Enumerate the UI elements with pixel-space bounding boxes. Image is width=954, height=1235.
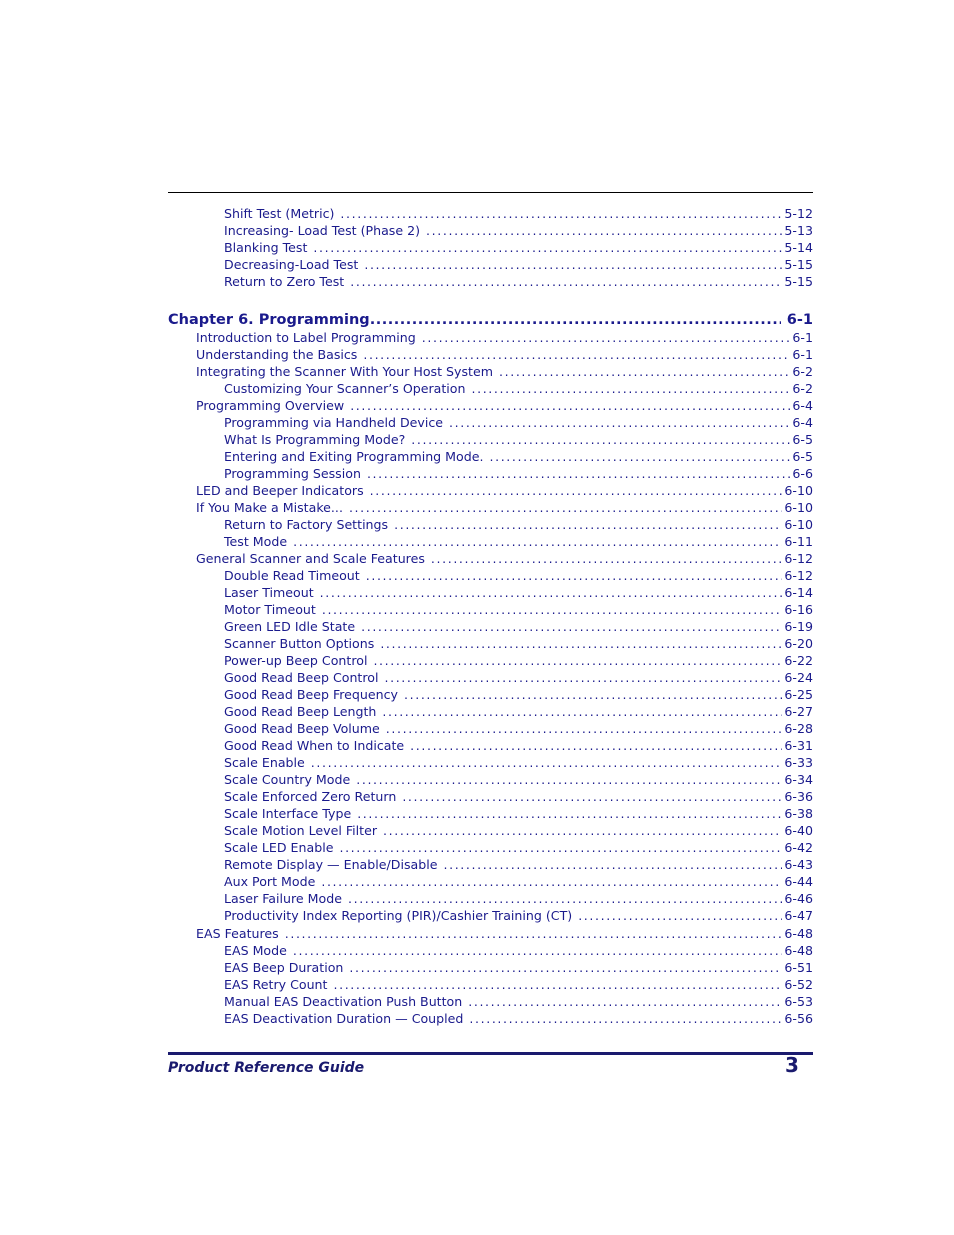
dot-leader	[578, 907, 782, 924]
toc-entry-title: Good Read Beep Length	[224, 704, 377, 719]
toc-entry-page: 5-14	[784, 240, 813, 255]
toc-entry[interactable]	[168, 397, 813, 414]
toc-entry-title: Scale Enable	[224, 755, 305, 770]
toc-entry[interactable]	[168, 618, 813, 635]
header-rule	[168, 192, 813, 193]
toc-entry-title: Scale LED Enable	[224, 840, 334, 855]
toc-entry[interactable]	[168, 567, 813, 584]
toc-entry[interactable]	[168, 431, 813, 448]
toc-entry[interactable]	[168, 686, 813, 703]
toc-entry[interactable]	[168, 925, 813, 942]
dot-leader	[357, 805, 782, 822]
toc-entry-title: Scale Motion Level Filter	[224, 823, 378, 838]
toc-entry-page: 6-43	[784, 857, 813, 872]
toc-entry-page: 6-11	[784, 534, 813, 549]
toc-entry-title: Productivity Index Reporting (PIR)/Cashier Training (CT)	[224, 908, 573, 923]
toc-entry-page: 6-40	[784, 823, 813, 838]
toc-entry-title: EAS Beep Duration	[224, 960, 344, 975]
toc-entry-page: 6-42	[784, 840, 813, 855]
dot-leader	[449, 414, 790, 431]
toc-entry-page: 6-1	[792, 347, 813, 362]
toc-entry-page: 6-12	[784, 551, 813, 566]
toc-entry-title: Programming Session	[224, 466, 361, 481]
toc-entry-title: Laser Timeout	[224, 585, 314, 600]
toc-entry[interactable]	[168, 856, 813, 873]
dot-leader	[402, 788, 782, 805]
toc-entry[interactable]	[168, 993, 813, 1010]
dot-leader	[364, 256, 782, 273]
dot-leader	[349, 499, 782, 516]
toc-entry-title: Good Read Beep Frequency	[224, 687, 399, 702]
toc-entry-page: 6-48	[784, 943, 813, 958]
toc-entry[interactable]	[168, 737, 813, 754]
toc-entry-page: 6-2	[792, 381, 813, 396]
toc-entry-page: 6-27	[784, 704, 813, 719]
toc-entry-title: EAS Features	[196, 926, 279, 941]
toc-entry-title: If You Make a Mistake...	[196, 500, 343, 515]
toc-entry[interactable]	[168, 448, 813, 465]
toc-entry-page: 5-15	[784, 274, 813, 289]
toc-entry-page: 6-22	[784, 653, 813, 668]
dot-leader	[411, 431, 790, 448]
dot-leader	[339, 839, 782, 856]
toc-entry[interactable]	[168, 222, 813, 239]
toc-entry-page: 6-53	[784, 994, 813, 1009]
toc-entry[interactable]	[168, 771, 813, 788]
toc-entry-page: 6-28	[784, 721, 813, 736]
toc-entry[interactable]	[168, 669, 813, 686]
toc-entry-title: Manual EAS Deactivation Push Button	[224, 994, 463, 1009]
dot-leader	[472, 380, 791, 397]
toc-entry-title: Aux Port Mode	[224, 874, 316, 889]
dot-leader	[490, 448, 791, 465]
dot-leader	[431, 550, 783, 567]
dot-leader	[383, 822, 782, 839]
toc-entry[interactable]	[168, 959, 813, 976]
dot-leader	[370, 482, 783, 499]
dot-leader	[499, 363, 790, 380]
toc-entry[interactable]	[168, 754, 813, 771]
dot-leader	[356, 771, 782, 788]
toc-entry-title: Good Read Beep Volume	[224, 721, 380, 736]
toc-entry[interactable]	[168, 890, 813, 907]
toc-entry[interactable]	[168, 273, 813, 290]
toc-entry-page: 6-52	[784, 977, 813, 992]
dot-leader	[361, 618, 782, 635]
toc-entry-title: Good Read Beep Control	[224, 670, 379, 685]
toc-entry-page: 6-14	[784, 585, 813, 600]
toc-entry-title: Good Read When to Indicate	[224, 738, 405, 753]
toc-entry-title: Return to Zero Test	[224, 274, 345, 289]
dot-leader	[320, 584, 783, 601]
toc-entry-title: Blanking Test	[224, 240, 308, 255]
toc-entry[interactable]	[168, 465, 813, 482]
toc-entry-title: Scanner Button Options	[224, 636, 375, 651]
dot-leader	[321, 873, 782, 890]
toc-entry-page: 6-5	[792, 449, 813, 464]
toc-entry-page: 6-25	[784, 687, 813, 702]
toc-entry-page: 6-47	[784, 908, 813, 923]
toc-entry-title: Scale Country Mode	[224, 772, 351, 787]
toc-entry[interactable]	[168, 805, 813, 822]
toc-entry-page: 6-1	[792, 330, 813, 345]
toc-entry-page: 6-24	[784, 670, 813, 685]
toc-entry-page: 6-4	[792, 398, 813, 413]
toc-entry-title: Double Read Timeout	[224, 568, 360, 583]
toc-entry-page: 5-15	[784, 257, 813, 272]
dot-leader	[386, 720, 783, 737]
dot-leader	[350, 273, 782, 290]
toc-entry-page: 6-16	[784, 602, 813, 617]
toc-chapter-heading[interactable]	[168, 310, 813, 330]
toc-entry[interactable]	[168, 380, 813, 397]
toc-entry-title: LED and Beeper Indicators	[196, 483, 364, 498]
dot-leader	[469, 1010, 782, 1027]
toc-entry-page: 6-31	[784, 738, 813, 753]
toc-entry-title: General Scanner and Scale Features	[196, 551, 425, 566]
dot-leader	[373, 652, 782, 669]
toc-entry-page: 6-38	[784, 806, 813, 821]
toc-entry[interactable]	[168, 942, 813, 959]
toc-entry-page: 5-13	[784, 223, 813, 238]
dot-leader	[426, 222, 782, 239]
toc-entry-page: 6-46	[784, 891, 813, 906]
dot-leader	[384, 669, 782, 686]
toc-entry[interactable]	[168, 703, 813, 720]
toc-entry-page: 6-6	[792, 466, 813, 481]
dot-leader	[333, 976, 782, 993]
toc-entry[interactable]	[168, 788, 813, 805]
dot-leader	[443, 856, 782, 873]
toc-entry-page: 6-51	[784, 960, 813, 975]
toc-entry-title: Introduction to Label Programming	[196, 330, 416, 345]
toc-entry-title: Increasing- Load Test (Phase 2)	[224, 223, 421, 238]
dot-leader	[404, 686, 782, 703]
toc-entry-page: 5-12	[784, 206, 813, 221]
toc-entry-title: Integrating the Scanner With Your Host System	[196, 364, 494, 379]
toc-entry-title: Scale Enforced Zero Return	[224, 789, 397, 804]
dot-leader	[322, 601, 783, 618]
toc-entry-page: 6-33	[784, 755, 813, 770]
toc-entry-page: 6-4	[792, 415, 813, 430]
toc-entry[interactable]	[168, 516, 813, 533]
dot-leader	[293, 533, 782, 550]
toc-entry-page: 6-5	[792, 432, 813, 447]
toc-entry-title: EAS Mode	[224, 943, 287, 958]
toc-entry-page: 6-56	[784, 1011, 813, 1026]
toc-entry-title: Laser Failure Mode	[224, 891, 342, 906]
toc-entry[interactable]	[168, 205, 813, 222]
toc-entry[interactable]	[168, 329, 813, 346]
toc-entry-title: Remote Display — Enable/Disable	[224, 857, 438, 872]
dot-leader	[311, 754, 783, 771]
dot-leader	[367, 465, 790, 482]
toc-entry-page: 6-19	[784, 619, 813, 634]
toc-entry-title: Programming via Handheld Device	[224, 415, 444, 430]
toc-entry-page: 6-36	[784, 789, 813, 804]
toc-entry-title: Programming Overview	[196, 398, 345, 413]
toc-entry[interactable]	[168, 601, 813, 618]
toc-entry[interactable]	[168, 976, 813, 993]
toc-entry-title: Entering and Exiting Programming Mode.	[224, 449, 484, 464]
dot-leader	[363, 346, 790, 363]
toc-entry[interactable]	[168, 482, 813, 499]
toc-entry[interactable]	[168, 839, 813, 856]
toc-entry[interactable]	[168, 533, 813, 550]
page-number: 3	[785, 1053, 799, 1077]
toc-entry-title: Test Mode	[224, 534, 288, 549]
toc-entry-page: 6-10	[784, 500, 813, 515]
toc-entry-title: Customizing Your Scanner’s Operation	[224, 381, 466, 396]
toc-entry[interactable]	[168, 873, 813, 890]
toc-entry[interactable]	[168, 499, 813, 516]
dot-leader	[313, 239, 782, 256]
toc-entry[interactable]	[168, 584, 813, 601]
dot-leader	[348, 890, 782, 907]
dot-leader	[366, 567, 783, 584]
toc-entry-title: Green LED Idle State	[224, 619, 356, 634]
toc-entry-page: 6-12	[784, 568, 813, 583]
toc-entry-title: EAS Deactivation Duration — Coupled	[224, 1011, 464, 1026]
dot-leader	[422, 329, 791, 346]
toc-entry[interactable]	[168, 720, 813, 737]
toc-entry-page: 6-34	[784, 772, 813, 787]
toc-entry[interactable]	[168, 907, 813, 924]
dot-leader	[293, 942, 783, 959]
dot-leader	[370, 310, 781, 330]
footer-title: Product Reference Guide	[168, 1060, 365, 1076]
toc-entry-page: 6-20	[784, 636, 813, 651]
dot-leader	[394, 516, 782, 533]
toc-entry-page: 6-48	[784, 926, 813, 941]
toc-entry-title: Chapter 6. Programming	[168, 312, 370, 328]
toc-entry-title: What Is Programming Mode?	[224, 432, 406, 447]
toc-entry-page: 6-44	[784, 874, 813, 889]
dot-leader	[468, 993, 782, 1010]
toc-entry[interactable]	[168, 550, 813, 567]
toc-entry-title: Motor Timeout	[224, 602, 316, 617]
toc-entry[interactable]	[168, 256, 813, 273]
dot-leader	[382, 703, 782, 720]
toc-entry-title: Decreasing-Load Test	[224, 257, 359, 272]
toc-entry-page: 6-2	[792, 364, 813, 379]
toc-entry[interactable]	[168, 346, 813, 363]
toc-entry-title: Understanding the Basics	[196, 347, 358, 362]
toc-entry-title: Return to Factory Settings	[224, 517, 389, 532]
toc-entry-title: Scale Interface Type	[224, 806, 352, 821]
toc-entry-title: Power-up Beep Control	[224, 653, 368, 668]
toc-entry-title: EAS Retry Count	[224, 977, 328, 992]
dot-leader	[380, 635, 782, 652]
toc-entry-page: 6-10	[784, 483, 813, 498]
toc-entry[interactable]	[168, 1010, 813, 1027]
toc-entry-title: Shift Test (Metric)	[224, 206, 335, 221]
toc-entry-page: 6-10	[784, 517, 813, 532]
toc-entry[interactable]	[168, 363, 813, 380]
dot-leader	[410, 737, 782, 754]
dot-leader	[285, 925, 783, 942]
toc-entry[interactable]	[168, 239, 813, 256]
toc-entry-page: 6-1	[786, 312, 813, 328]
toc-entry[interactable]	[168, 822, 813, 839]
dot-leader	[340, 205, 782, 222]
dot-leader	[350, 397, 790, 414]
toc-entry[interactable]	[168, 635, 813, 652]
toc-entry[interactable]	[168, 652, 813, 669]
toc-entry[interactable]	[168, 414, 813, 431]
footer-rule	[168, 1052, 813, 1055]
dot-leader	[349, 959, 782, 976]
